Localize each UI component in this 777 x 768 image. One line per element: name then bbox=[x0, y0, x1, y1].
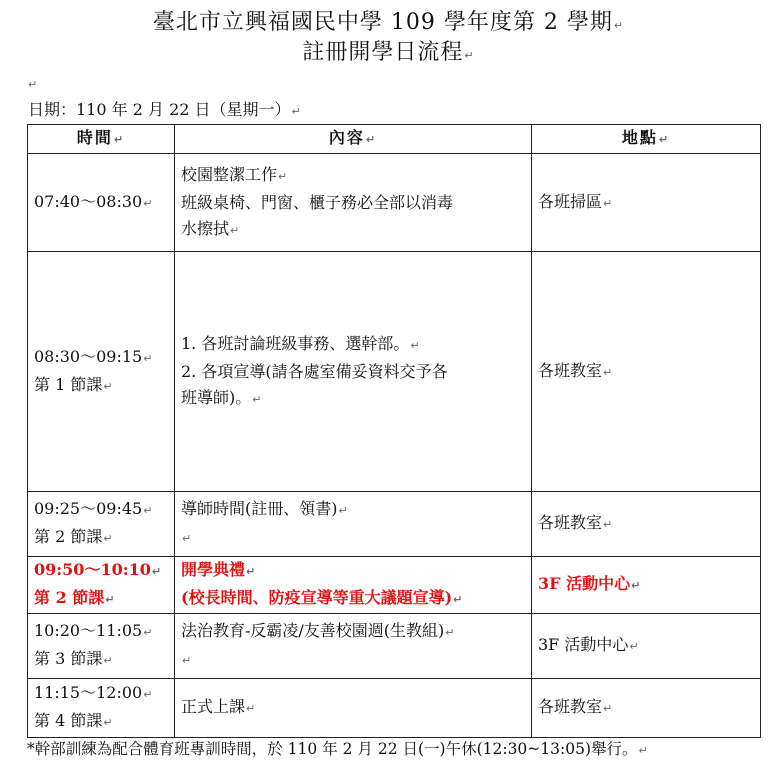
period-text bbox=[34, 372, 168, 400]
content-text: (校長時間、防疫宣導等重大議題宣導) bbox=[181, 588, 453, 607]
content-cell bbox=[175, 154, 532, 252]
period-label: 第 2 節課 bbox=[34, 588, 105, 607]
cell-mark: ↵ bbox=[103, 532, 113, 545]
time-cell bbox=[28, 154, 175, 252]
time-cell bbox=[28, 614, 175, 679]
location-text: 3F 活動中心 bbox=[538, 635, 629, 654]
content-text: 水擦拭 bbox=[181, 218, 230, 238]
content-line bbox=[181, 385, 525, 413]
table-row-highlight bbox=[28, 557, 761, 614]
cell-mark: ↵ bbox=[603, 365, 613, 379]
time-cell bbox=[28, 557, 175, 614]
period-text bbox=[34, 585, 168, 613]
date-text: 日期：110 年 2 月 22 日（星期一） bbox=[28, 100, 291, 119]
content-cell bbox=[175, 492, 532, 557]
table-row bbox=[28, 679, 761, 738]
cell-mark: ↵ bbox=[143, 626, 153, 639]
content-text: 法治教育-反霸凌/友善校園週(生教組) bbox=[181, 621, 445, 640]
paragraph-mark: ↵ bbox=[291, 105, 301, 118]
header-location bbox=[532, 125, 761, 154]
content-line bbox=[181, 557, 525, 585]
table-row bbox=[28, 154, 761, 252]
location-text: 3F 活動中心 bbox=[538, 574, 631, 593]
header-content-text: 內容 bbox=[328, 128, 365, 147]
cell-mark: ↵ bbox=[453, 593, 463, 606]
time-range: 09:50～10:10 bbox=[34, 560, 151, 579]
location-text: 各班掃區 bbox=[538, 191, 603, 211]
location-text: 各班教室 bbox=[538, 513, 603, 532]
time-text bbox=[34, 557, 168, 585]
content-line bbox=[181, 216, 525, 244]
content-cell bbox=[175, 614, 532, 679]
cell-mark: ↵ bbox=[252, 392, 262, 406]
paragraph-mark: ↵ bbox=[613, 19, 625, 32]
content-line bbox=[181, 694, 525, 722]
cell-mark: ↵ bbox=[365, 133, 378, 146]
cell-mark: ↵ bbox=[603, 196, 613, 210]
time-text bbox=[34, 189, 168, 217]
content-text: 班導師)。 bbox=[181, 387, 252, 407]
content-text: 開學典禮 bbox=[181, 560, 246, 579]
cell-mark: ↵ bbox=[105, 593, 115, 606]
cell-mark: ↵ bbox=[631, 579, 641, 592]
time-cell bbox=[28, 492, 175, 557]
title-line-1-text: 臺北市立興福國民中學 109 學年度第 2 學期 bbox=[152, 10, 613, 35]
header-time bbox=[28, 125, 175, 154]
cell-mark: ↵ bbox=[445, 626, 455, 639]
location-text: 各班教室 bbox=[538, 697, 603, 716]
header-time-text: 時間 bbox=[76, 128, 113, 147]
time-cell bbox=[28, 252, 175, 492]
time-range: 10:20～11:05 bbox=[34, 621, 143, 640]
content-line bbox=[181, 190, 525, 216]
location-cell bbox=[532, 252, 761, 492]
paragraph-mark: ↵ bbox=[464, 49, 475, 62]
content-text: 2. 各項宣導(請各處室備妥資料交予各 bbox=[181, 361, 448, 381]
period-label: 第 1 節課 bbox=[34, 374, 103, 394]
content-text: 校園整潔工作 bbox=[181, 164, 278, 184]
content-text: 正式上課 bbox=[181, 697, 246, 716]
header-content bbox=[175, 125, 532, 154]
cell-mark: ↵ bbox=[246, 565, 256, 578]
cell-mark: ↵ bbox=[143, 504, 153, 517]
period-text bbox=[34, 708, 168, 736]
content-line bbox=[181, 585, 525, 613]
content-line bbox=[181, 496, 525, 524]
cell-mark: ↵ bbox=[278, 169, 288, 183]
cell-mark: ↵ bbox=[143, 351, 153, 365]
time-range: 07:40～08:30 bbox=[34, 191, 143, 211]
time-text bbox=[34, 680, 168, 708]
period-label: 第 2 節課 bbox=[34, 527, 103, 546]
content-text: 班級桌椅、門窗、櫃子務必全部以消毒 bbox=[181, 192, 454, 212]
cell-mark: ↵ bbox=[230, 223, 240, 237]
table-row bbox=[28, 614, 761, 679]
location-cell bbox=[532, 492, 761, 557]
empty-paragraph-mark: ↵ bbox=[28, 78, 38, 91]
cell-mark: ↵ bbox=[103, 654, 113, 667]
table-row bbox=[28, 252, 761, 492]
content-text: 1. 各班討論班級事務、選幹部。 bbox=[181, 333, 410, 353]
date-line bbox=[28, 100, 301, 122]
time-text bbox=[34, 344, 168, 372]
time-text bbox=[34, 496, 168, 524]
cell-mark: ↵ bbox=[113, 133, 126, 146]
location-cell bbox=[532, 557, 761, 614]
time-range: 08:30～09:15 bbox=[34, 346, 143, 366]
cell-mark: ↵ bbox=[103, 379, 113, 393]
content-text: 導師時間(註冊、領書) bbox=[181, 499, 338, 518]
period-label: 第 4 節課 bbox=[34, 711, 103, 730]
footnote-text: *幹部訓練為配合體育班專訓時間，於 110 年 2 月 22 日(一)午休(12:30~13:05)舉行。 bbox=[27, 740, 638, 758]
period-label: 第 3 節課 bbox=[34, 649, 103, 668]
footnote bbox=[27, 738, 648, 762]
time-range: 09:25～09:45 bbox=[34, 499, 143, 518]
cell-mark: ↵ bbox=[182, 654, 192, 667]
content-line bbox=[181, 646, 525, 674]
cell-mark: ↵ bbox=[410, 338, 420, 352]
cell-mark: ↵ bbox=[603, 518, 613, 531]
cell-mark: ↵ bbox=[658, 133, 671, 146]
content-line bbox=[181, 524, 525, 552]
cell-mark: ↵ bbox=[143, 196, 153, 210]
table-row bbox=[28, 492, 761, 557]
table-header-row bbox=[28, 125, 761, 154]
cell-mark: ↵ bbox=[143, 688, 153, 701]
content-cell bbox=[175, 252, 532, 492]
location-text: 各班教室 bbox=[538, 360, 603, 380]
content-line bbox=[181, 618, 525, 646]
time-text bbox=[34, 618, 168, 646]
title-line-1 bbox=[0, 10, 777, 39]
content-cell bbox=[175, 557, 532, 614]
content-cell bbox=[175, 679, 532, 738]
header-location-text: 地點 bbox=[621, 128, 658, 147]
period-text bbox=[34, 646, 168, 674]
content-line bbox=[181, 359, 525, 385]
paragraph-mark: ↵ bbox=[638, 744, 648, 757]
cell-mark: ↵ bbox=[246, 702, 256, 715]
schedule-table bbox=[27, 124, 761, 738]
cell-mark: ↵ bbox=[629, 640, 639, 653]
title-line-2 bbox=[0, 40, 777, 69]
cell-mark: ↵ bbox=[151, 565, 162, 578]
title-line-2-text: 註冊開學日流程 bbox=[302, 40, 464, 65]
cell-mark: ↵ bbox=[338, 504, 348, 517]
content-line bbox=[181, 331, 525, 359]
cell-mark: ↵ bbox=[182, 532, 192, 545]
time-cell bbox=[28, 679, 175, 738]
location-cell bbox=[532, 614, 761, 679]
content-line bbox=[181, 162, 525, 190]
cell-mark: ↵ bbox=[603, 702, 613, 715]
time-range: 11:15～12:00 bbox=[34, 683, 143, 702]
cell-mark: ↵ bbox=[103, 716, 113, 729]
location-cell bbox=[532, 679, 761, 738]
location-cell bbox=[532, 154, 761, 252]
period-text bbox=[34, 524, 168, 552]
